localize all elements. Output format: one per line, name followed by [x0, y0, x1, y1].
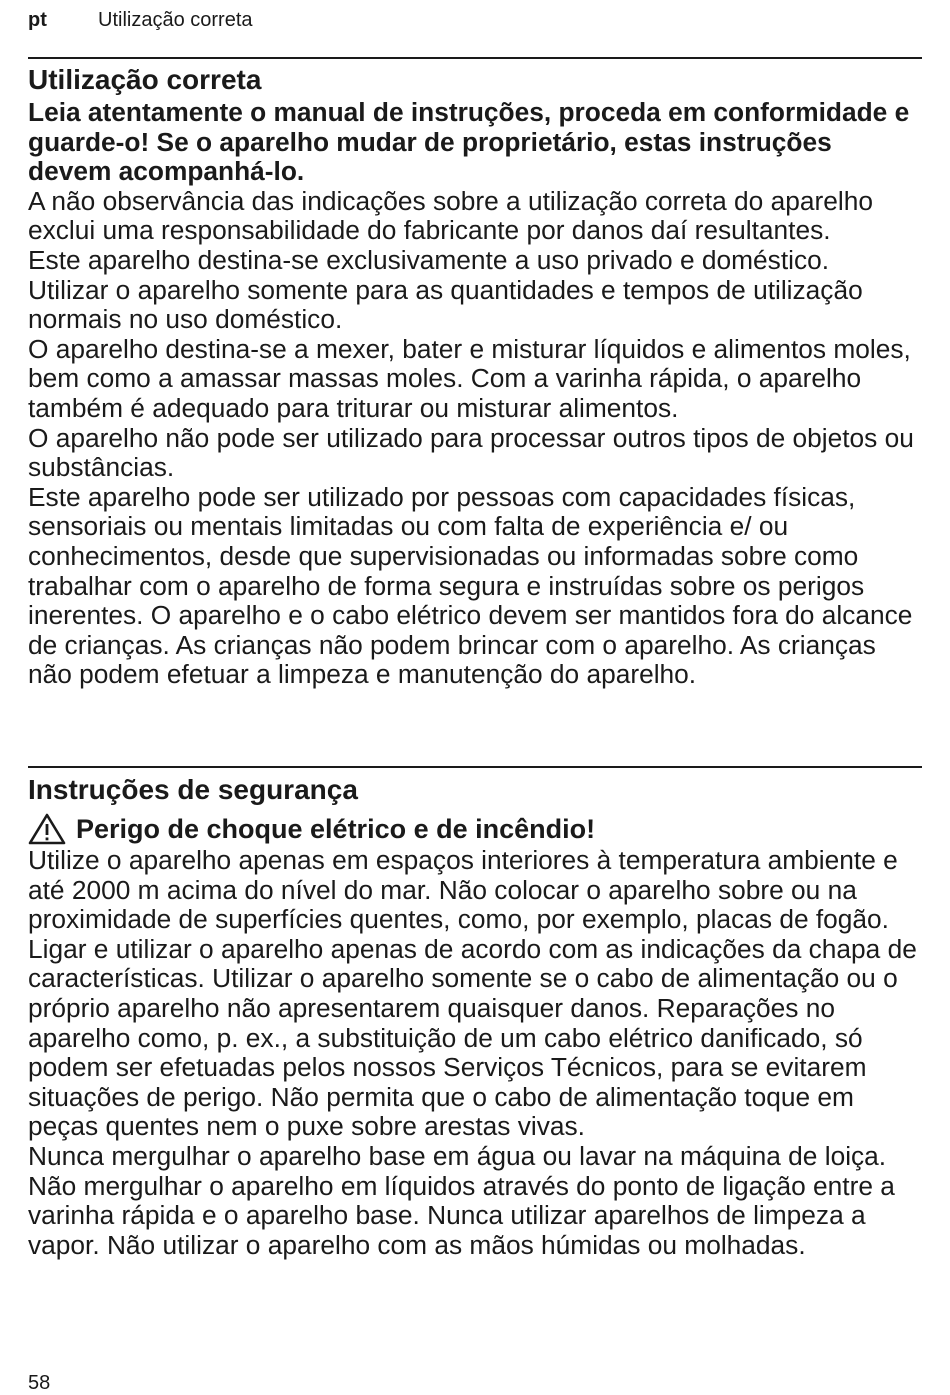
paragraph: O aparelho destina-se a mexer, bater e misturar líquidos e alimentos moles, bem como a amassar massas moles. Com a varinha rápida, o aparelho também é adequado para triturar ou misturar alimentos. [28, 333, 911, 423]
paragraph: Utilize o aparelho apenas em espaços interiores à temperatura ambiente e até 2000 m acima do nível do mar. Não colocar o aparelho sobre ou na proximidade de superfícies quentes, como, por exemplo, placas de fogão. [28, 845, 898, 935]
warning-triangle-icon [28, 813, 66, 845]
warning-title: Perigo de choque elétrico e de incêndio! [76, 814, 596, 844]
paragraph: Este aparelho pode ser utilizado por pessoas com capacidades físicas, sensoriais ou mentais limitadas ou com falta de experiência e/ ou conhecimentos, desde que supervisionadas ou informadas sobre como trabalhar com o aparelho de forma segura e instruídas sobre os perigos inerentes. O aparelho e o cabo elétrico devem ser mantidos fora do alcance de crianças. As crianças não podem brincar com o aparelho. As crianças não podem efetuar a limpeza e manutenção do aparelho. [28, 481, 913, 690]
section-divider-top [28, 57, 922, 59]
lead-instruction: Leia atentamente o manual de instruções, proceda em conformidade e guarde-o! Se o aparelho mudar de proprietário, estas instruções devem acompanhá-lo. [28, 97, 910, 187]
running-title: Utilização correta [98, 8, 253, 31]
page-header [28, 6, 922, 34]
paragraph: A não observância das indicações sobre a utilização correta do aparelho exclui uma responsabilidade do fabricante por danos daí resultantes. [28, 185, 873, 246]
paragraph: Ligar e utilizar o aparelho apenas de acordo com as indicações da chapa de características. Utilizar o aparelho somente se o cabo de alimentação ou o próprio aparelho não apresentarem quaisquer danos. Reparações no aparelho como, p. ex., a substituição de um cabo elétrico danificado, só podem ser efetuadas pelos nossos Serviços Técnicos, para se evitarem situações de perigo. Não permita que o cabo de alimentação toque em peças quentes nem o puxe sobre arestas vivas. [28, 933, 917, 1142]
section-title-correct-use: Utilização correta [28, 64, 262, 95]
section-title-safety: Instruções de segurança [28, 774, 358, 805]
warning-heading [28, 812, 922, 846]
paragraph: Utilizar o aparelho somente para as quantidades e tempos de utilização normais no uso doméstico. [28, 274, 863, 335]
section-correct-use [28, 62, 922, 690]
paragraph: O aparelho não pode ser utilizado para processar outros tipos de objetos ou substâncias. [28, 422, 914, 483]
paragraph: Este aparelho destina-se exclusivamente a uso privado e doméstico. [28, 244, 830, 275]
section-safety [28, 772, 922, 1260]
page-number: 58 [28, 1372, 51, 1394]
language-code: pt [28, 8, 47, 31]
paragraph: Nunca mergulhar o aparelho base em água ou lavar na máquina de loiça. Não mergulhar o aparelho em líquidos através do ponto de ligação entre a varinha rápida e o aparelho base. Nunca utilizar aparelhos de limpeza a vapor. Não utilizar o aparelho com as mãos húmidas ou molhadas. [28, 1140, 895, 1260]
section-divider-safety [28, 766, 922, 768]
